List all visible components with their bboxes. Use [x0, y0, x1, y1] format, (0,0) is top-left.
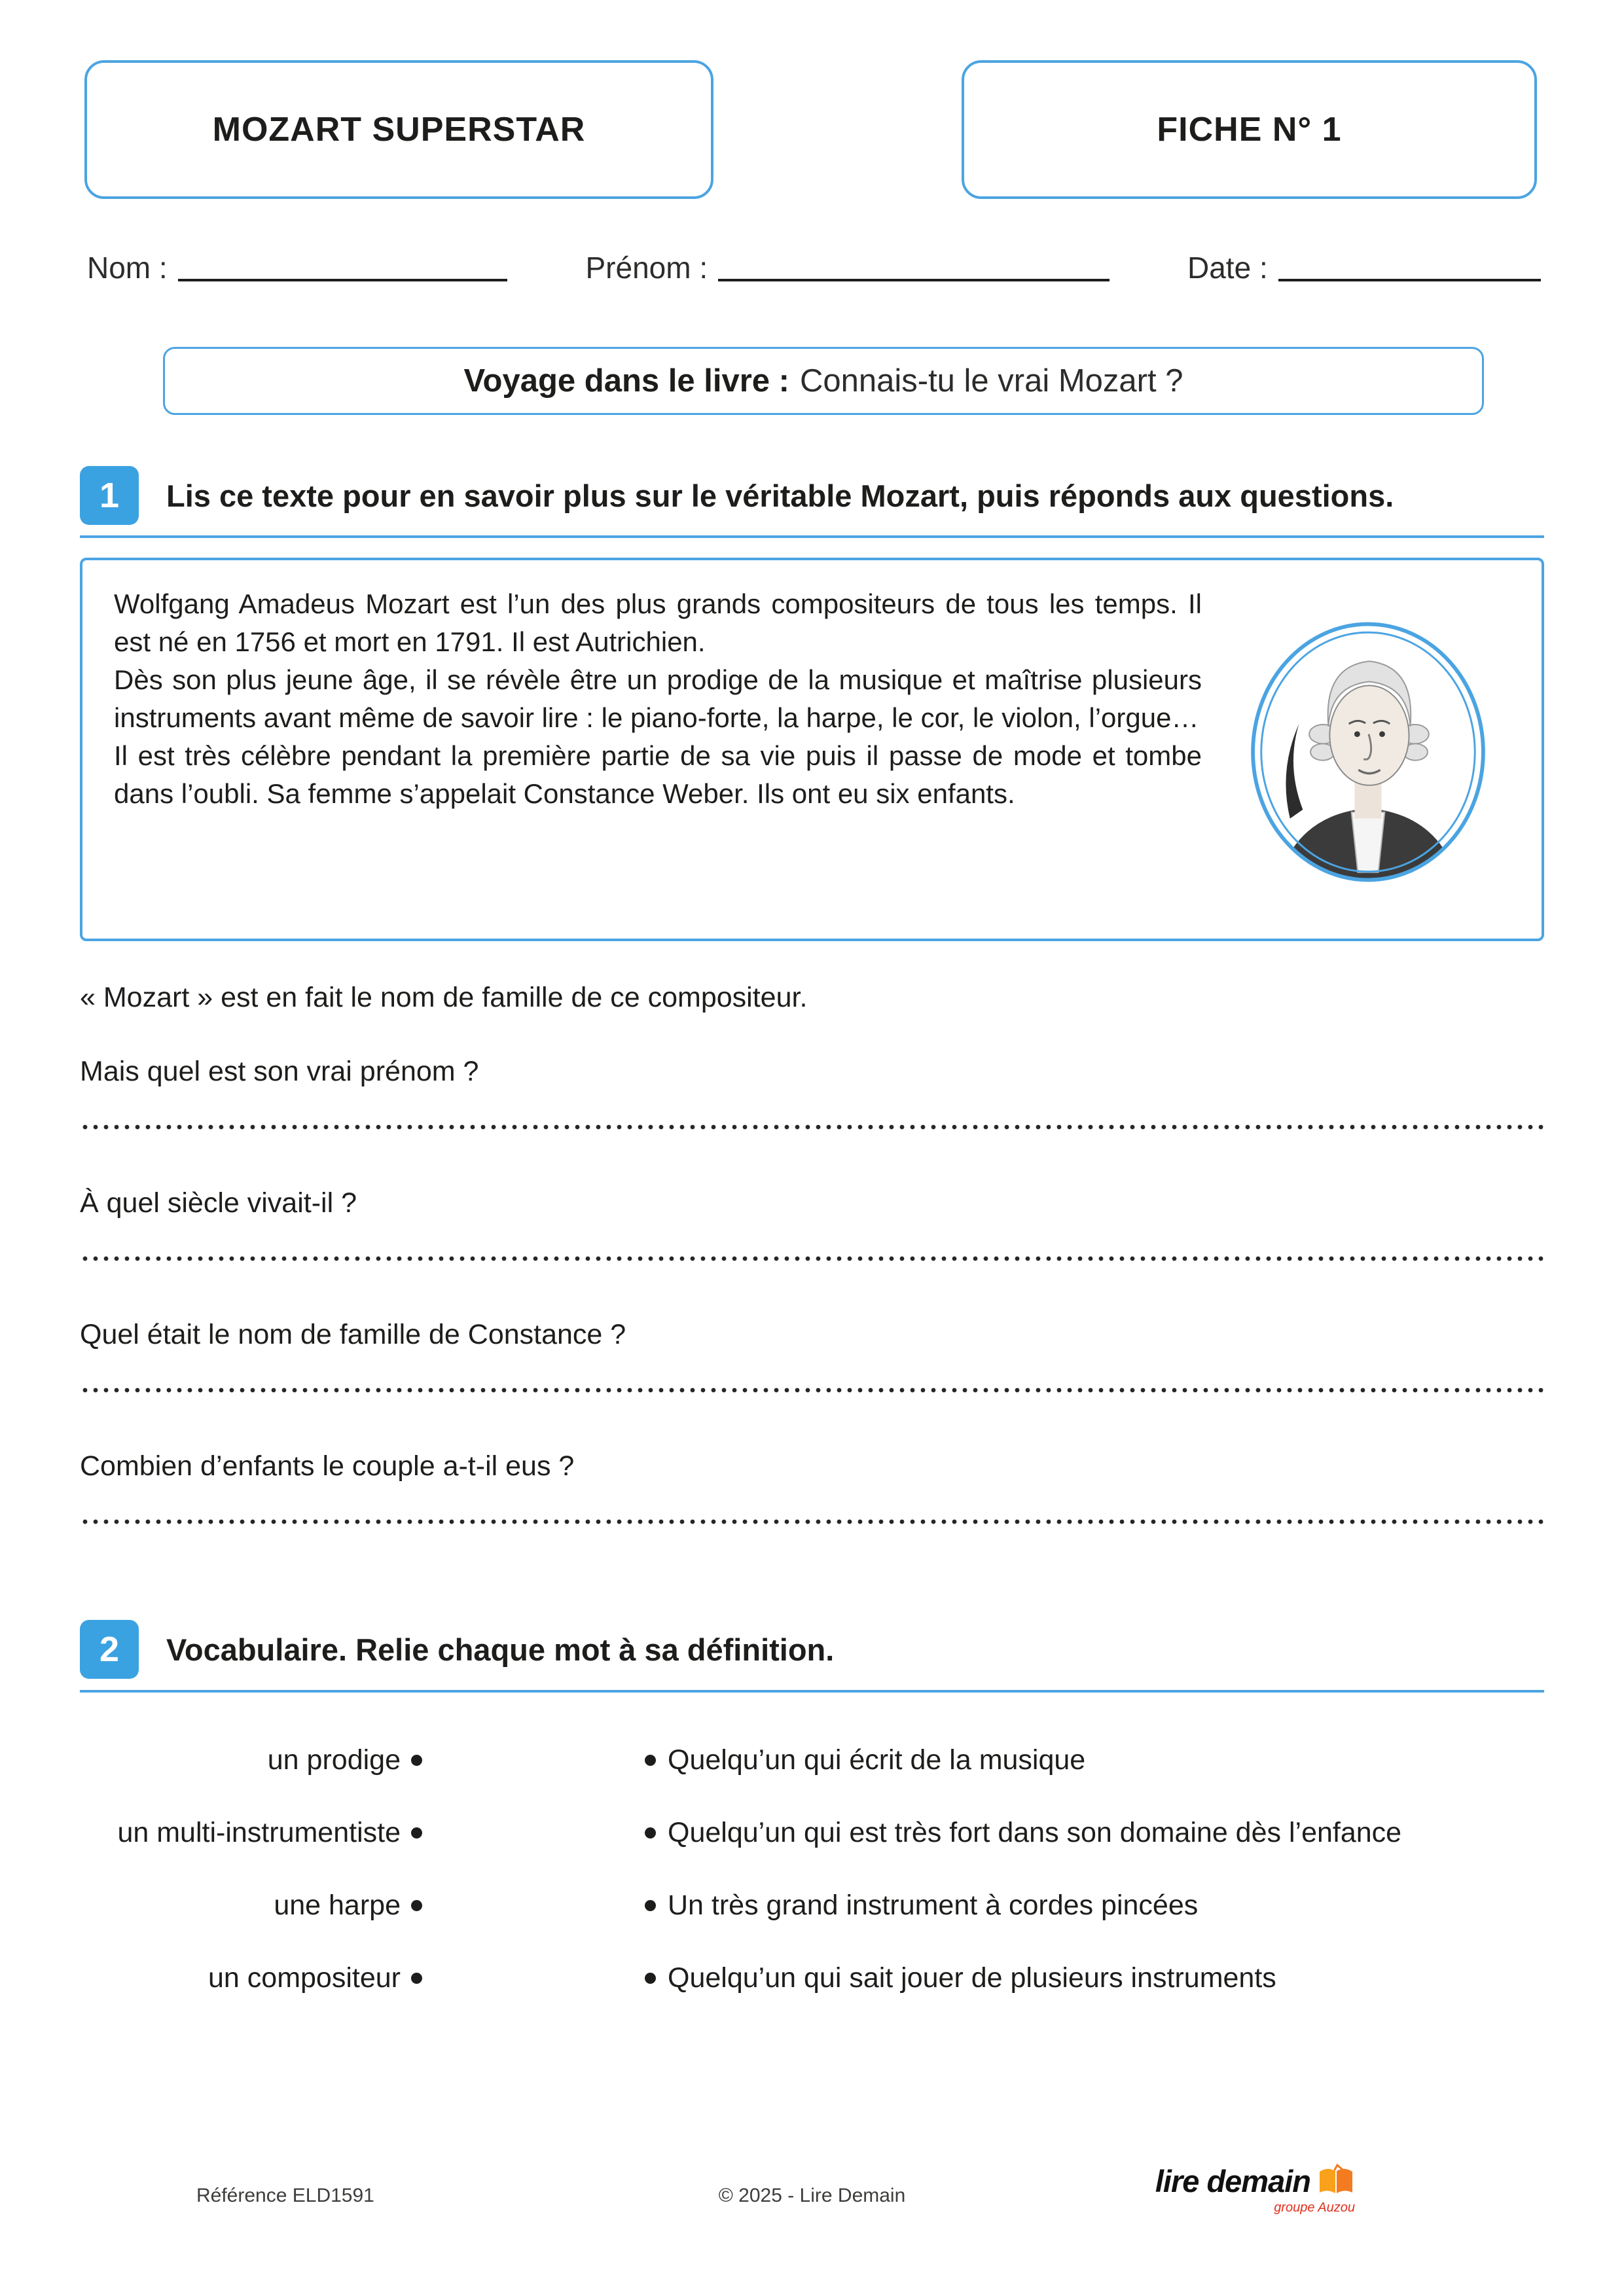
answer-dotted-line — [80, 1123, 1544, 1131]
vocab-definition: Quelqu’un qui écrit de la musique — [668, 1744, 1086, 1776]
vocab-block — [80, 1744, 1544, 2035]
question-intro: « Mozart » est en fait le nom de famille de ce compositeur. — [80, 982, 808, 1013]
vocab-word: un compositeur — [208, 1962, 401, 1994]
prenom-label: Prénom : — [585, 251, 708, 285]
title-box — [84, 60, 713, 199]
reading-text — [114, 585, 1224, 919]
connector-dot-icon — [645, 1827, 656, 1839]
vocab-definition: Un très grand instrument à cordes pincées — [668, 1890, 1199, 1921]
section-2-rule — [80, 1690, 1544, 1693]
publisher-group-label: groupe Auzou — [1274, 2200, 1355, 2215]
answer-dotted-line — [80, 1386, 1544, 1394]
publisher-wordmark: lire demain — [1155, 2164, 1310, 2198]
section-1-badge — [80, 466, 139, 525]
nom-field — [87, 249, 507, 287]
banner-lead: Voyage dans le livre : — [463, 363, 789, 399]
vocab-definition: Quelqu’un qui est très fort dans son domaine dès l’enfance — [668, 1817, 1402, 1848]
prenom-field — [586, 249, 1110, 287]
connector-dot-icon — [411, 1827, 422, 1839]
section-2-number: 2 — [99, 1630, 120, 1669]
vocab-word: un prodige — [267, 1744, 401, 1776]
section-2-header — [80, 1620, 1544, 1679]
vocab-word: une harpe — [274, 1890, 401, 1921]
vocab-row — [80, 1962, 1544, 1994]
reading-text-box — [80, 558, 1544, 941]
connector-dot-icon — [645, 1900, 656, 1911]
paragraph: Dès son plus jeune âge, il se révèle être un prodige de la musique et maîtrise plusieurs instruments avant même de savoir lire : le piano-forte, la harpe, le cor, le violon, l’orgue… — [114, 664, 1202, 733]
answer-dotted-line — [80, 1255, 1544, 1263]
section-1-title: Lis ce texte pour en savoir plus sur le véritable Mozart, puis réponds aux questions. — [166, 478, 1394, 513]
publisher-logo — [1155, 2164, 1355, 2197]
connector-dot-icon — [645, 1755, 656, 1766]
date-field — [1187, 249, 1541, 287]
nom-writing-line — [178, 250, 507, 281]
section-1-header — [80, 466, 1544, 525]
questions-block — [80, 982, 1544, 1526]
mozart-portrait — [1224, 585, 1512, 919]
page-title: MOZART SUPERSTAR — [212, 111, 586, 149]
vocab-row — [80, 1744, 1544, 1776]
section-1-rule — [80, 535, 1544, 538]
connector-dot-icon — [411, 1973, 422, 1984]
nom-label: Nom : — [87, 251, 168, 285]
vocab-row — [80, 1817, 1544, 1849]
mozart-portrait-illustration — [1227, 598, 1509, 906]
question-text: À quel siècle vivait-il ? — [80, 1187, 357, 1219]
prenom-writing-line — [718, 250, 1109, 281]
vocab-definition: Quelqu’un qui sait jouer de plusieurs instruments — [668, 1962, 1276, 1994]
date-label: Date : — [1187, 251, 1268, 285]
connector-dot-icon — [411, 1900, 422, 1911]
fiche-box — [962, 60, 1537, 199]
header — [84, 60, 1537, 199]
connector-dot-icon — [645, 1973, 656, 1984]
section-2-badge — [80, 1620, 139, 1679]
vocab-row — [80, 1890, 1544, 1922]
section-1-number: 1 — [99, 476, 120, 515]
banner-rest: Connais-tu le vrai Mozart ? — [799, 363, 1183, 399]
footer-reference: Référence ELD1591 — [196, 2185, 374, 2206]
paragraph: Il est très célèbre pendant la première partie de sa vie puis il passe de mode et tombe dans l’oubli. Sa femme s’appelait Constance Weber. Ils ont eu six enfants. — [114, 740, 1202, 809]
section-2-title: Vocabulaire. Relie chaque mot à sa définition. — [166, 1632, 835, 1667]
identity-row — [87, 249, 1541, 287]
question-text: Quel était le nom de famille de Constance ? — [80, 1319, 626, 1350]
connector-dot-icon — [411, 1755, 422, 1766]
footer-copyright: © 2025 - Lire Demain — [718, 2185, 906, 2206]
vocab-word: un multi-instrumentiste — [117, 1817, 401, 1848]
exercise-banner — [163, 347, 1484, 415]
date-writing-line — [1278, 250, 1541, 281]
open-book-icon — [1317, 2164, 1355, 2197]
question-text: Mais quel est son vrai prénom ? — [80, 1056, 479, 1087]
answer-dotted-line — [80, 1518, 1544, 1526]
question-text: Combien d’enfants le couple a-t-il eus ? — [80, 1450, 575, 1482]
fiche-number: FICHE N° 1 — [1157, 111, 1342, 149]
paragraph: Wolfgang Amadeus Mozart est l’un des plus grands compositeurs de tous les temps. Il est né en 1756 et mort en 1791. Il est Autrichien. — [114, 588, 1202, 657]
